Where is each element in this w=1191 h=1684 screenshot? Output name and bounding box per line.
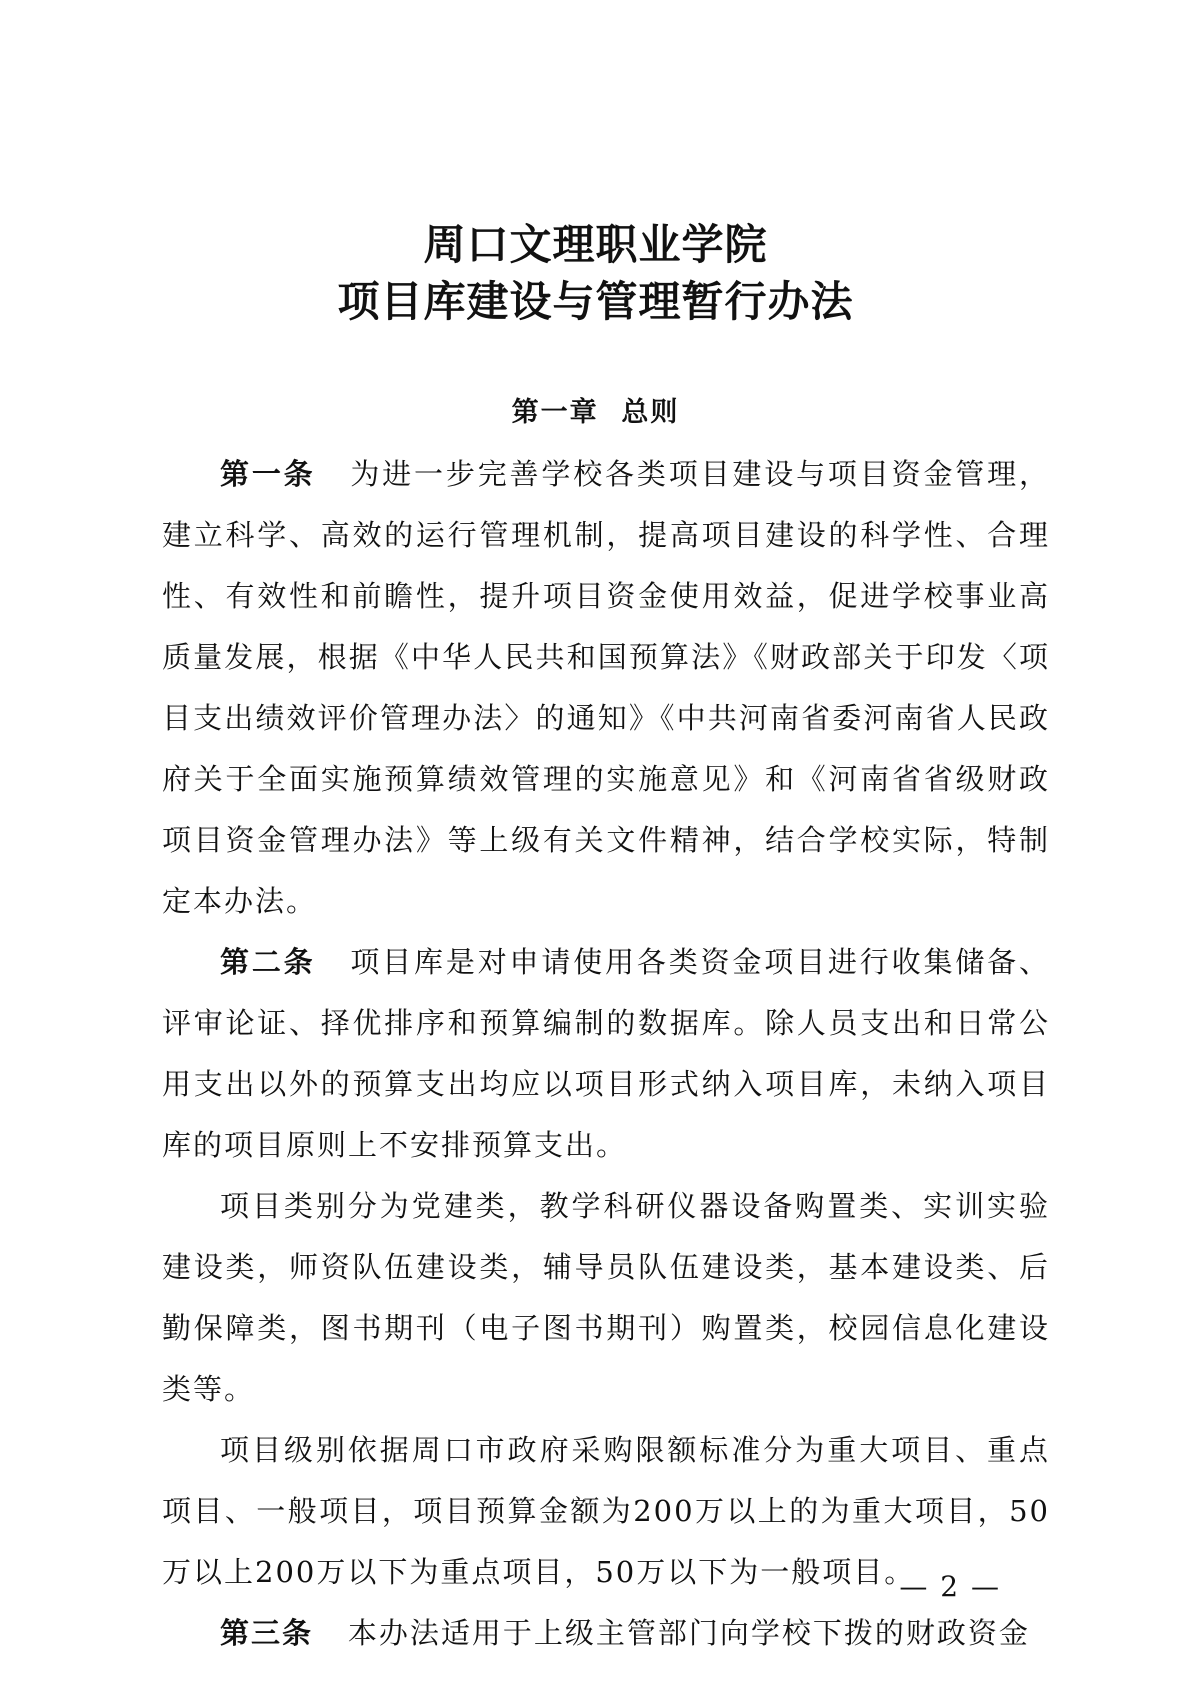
paragraph-text: 为进一步完善学校各类项目建设与项目资金管理，建立科学、高效的运行管理机制，提高项目建设的科学性、合理性、有效性和前瞻性，提升项目资金使用效益，促进学校事业高质量发展，根据《中华人民共和国预算法》《财政部关于印发〈项目支出绩效评价管理办法〉的通知》《中共河南省委河南省人民政府关于全面实施预算绩效管理的实施意见》和《河南省省级财政项目资金管理办法》等上级有关文件精神，结合学校实际，特制定本办法。: [162, 457, 1050, 918]
article-label: 第一条: [220, 457, 316, 491]
document-body: [162, 444, 1050, 1664]
chapter-heading: 第一章 总则: [511, 397, 680, 428]
paragraph-article-3: [162, 1603, 1050, 1664]
paragraph-article-1: [162, 444, 1050, 932]
paragraph-text: 项目级别依据周口市政府采购限额标准分为重大项目、重点项目、一般项目，项目预算金额为200万以上的为重大项目，50万以上200万以下为重点项目，50万以下为一般项目。: [162, 1433, 1050, 1589]
paragraph-text: 项目类别分为党建类，教学科研仪器设备购置类、实训实验建设类，师资队伍建设类，辅导员队伍建设类，基本建设类、后勤保障类，图书期刊（电子图书期刊）购置类，校园信息化建设类等。: [162, 1189, 1050, 1406]
paragraph-project-categories: [162, 1176, 1050, 1420]
page-number: — 2 —: [899, 1570, 1001, 1603]
document-title-line1: 周口文理职业学院: [423, 220, 768, 269]
article-label: 第三条: [220, 1616, 314, 1650]
paragraph-article-2: [162, 932, 1050, 1176]
paragraph-text: 项目库是对申请使用各类资金项目进行收集储备、评审论证、择优排序和预算编制的数据库。除人员支出和日常公用支出以外的预算支出均应以项目形式纳入项目库，未纳入项目库的项目原则上不安排预算支出。: [162, 945, 1050, 1162]
paragraph-text: 本办法适用于上级主管部门向学校下拨的财政资金: [347, 1616, 1030, 1650]
document-title-line2: 项目库建设与管理暂行办法: [337, 277, 854, 326]
article-label: 第二条: [220, 945, 316, 979]
